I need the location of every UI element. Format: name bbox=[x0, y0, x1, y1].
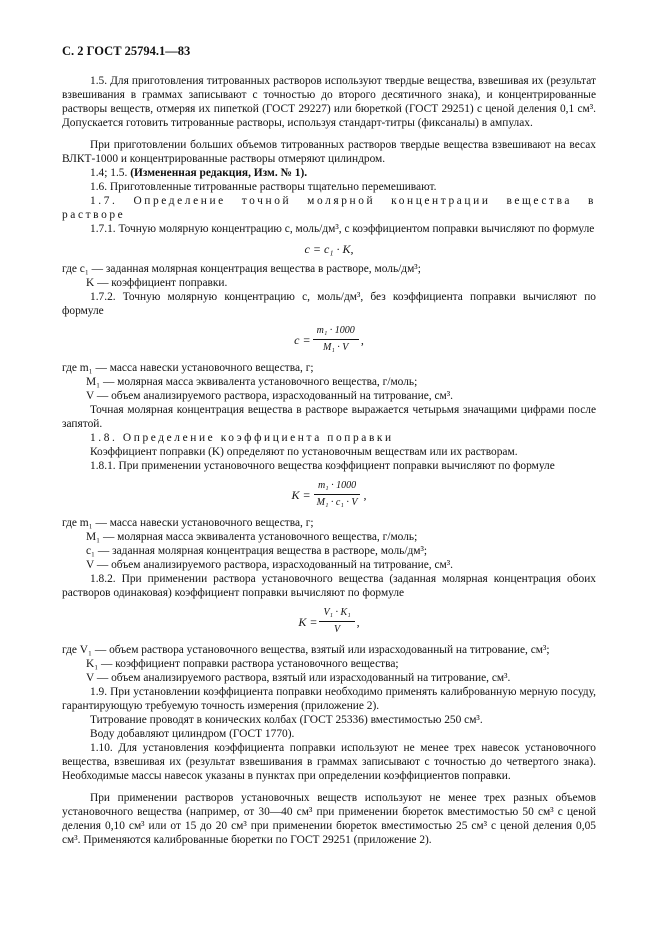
where-2-1: где m₁ — масса навески установочного вещества, г; bbox=[62, 362, 314, 374]
section-1-7-title: 1.7. Определение точной молярной концентрации вещества в растворе bbox=[62, 195, 596, 221]
paragraph-1-5: 1.5. Для приготовления титрованных растворов используют твердые вещества, взвешивая их (результат взвешивания в граммах записывают с точностью до второго десятичного знака), и концентрированные растворы веществ, отмеряя их пипеткой (ГОСТ 29227) или бюреткой (ГОСТ 29251) с ценой деления 0,1 см³. Допускается готовить титрованные растворы, используя стандарт-титры (фиксаналы) в ампулах. bbox=[62, 75, 596, 129]
amendment-refs: 1.4; 1.5. bbox=[90, 167, 128, 179]
formula-2-fraction bbox=[313, 324, 359, 355]
where-1-2: K — коэффициент поправки. bbox=[86, 277, 228, 289]
document-body bbox=[62, 74, 596, 847]
formula-2-numerator: m₁ · 1000 bbox=[313, 324, 359, 340]
paragraph-1-10: 1.10. Для установления коэффициента поправки используют не менее трех навесок установочного вещества, взвешивая их (результат взвешивания в граммах записывают с точностью до четвертого знака). Необходимые массы навесок указаны в пунктах при определении коэффициентов поправки. bbox=[62, 742, 596, 782]
paragraph-1-9: 1.9. При установлении коэффициента поправки необходимо применять калиброванную мерную посуду, гарантирующую требуемую точность измерения (приложение 2). bbox=[62, 686, 596, 712]
paragraph-amendment bbox=[62, 166, 596, 180]
formula-3-tail: , bbox=[363, 487, 367, 502]
formula-4-lhs: K = bbox=[298, 614, 318, 629]
where-2-3: V — объем анализируемого раствора, израсходованный на титрование, см³. bbox=[86, 390, 453, 402]
formula-4-denominator: V bbox=[334, 624, 341, 635]
formula-2 bbox=[62, 324, 596, 355]
formula-3-lhs: K = bbox=[291, 487, 311, 502]
where-2-2: M₁ — молярная масса эквивалента установочного вещества, г/моль; bbox=[86, 376, 418, 388]
paragraph-1-8: Коэффициент поправки (K) определяют по установочным веществам или их растворам. bbox=[90, 446, 518, 458]
formula-2-tail: , bbox=[360, 332, 364, 347]
formula-4-fraction bbox=[319, 606, 354, 637]
paragraph-1-7-2: 1.7.2. Точную молярную концентрацию c, моль/дм³, без коэффициента поправки вычисляют по формуле bbox=[62, 291, 596, 317]
formula-4-numerator: V₁ · K₁ bbox=[319, 606, 354, 622]
formula-4 bbox=[62, 606, 596, 637]
where-3-2: M₁ — молярная масса эквивалента установочного вещества, г/моль; bbox=[86, 531, 418, 543]
formula-2-denominator: M₁ · V bbox=[323, 342, 349, 353]
page-header: С. 2 ГОСТ 25794.1—83 bbox=[62, 44, 191, 58]
formula-3-numerator: m₁ · 1000 bbox=[314, 479, 360, 495]
where-3-3: c₁ — заданная молярная концентрация вещества в растворе, моль/дм³; bbox=[86, 545, 428, 557]
paragraph-1-8-2: 1.8.2. При применении раствора установочного вещества (заданная молярная концентрация обоих растворов одинаковая) коэффициент поправки вычисляют по формуле bbox=[62, 573, 596, 599]
paragraph-accuracy: Точная молярная концентрация вещества в растворе выражается четырьмя значащими цифрами после запятой. bbox=[62, 404, 596, 430]
paragraph-1-10-solutions: При применении растворов установочных веществ используют не менее трех разных объемов установочного вещества (например, от 30—40 см³ при применении бюреток вместимостью 50 см³ с ценой деления 0,10 см³ или от 15 до 20 см³ при применении бюреток вместимостью 25 см³ с ценой деления 0,05 см³. Применяются калиброванные бюретки по ГОСТ 29251 (приложение 2). bbox=[62, 792, 596, 846]
formula-2-lhs: c = bbox=[294, 332, 311, 347]
paragraph-1-6: 1.6. Приготовленные титрованные растворы тщательно перемешивают. bbox=[90, 181, 437, 193]
formula-3 bbox=[62, 479, 596, 510]
paragraph-1-5-large-volumes: При приготовлении больших объемов титрованных растворов твердые вещества взвешивают на весах ВЛКТ-1000 и концентрированные растворы отмеряют цилиндром. bbox=[62, 139, 596, 165]
formula-3-fraction bbox=[313, 479, 362, 510]
where-4-3: V — объем анализируемого раствора, взятый или израсходованный на титрование, см³. bbox=[86, 672, 511, 684]
formula-1-text: c = c₁ · K, bbox=[304, 242, 354, 256]
amendment-note: (Измененная редакция, Изм. № 1). bbox=[130, 167, 308, 179]
paragraph-1-8-1: 1.8.1. При применении установочного вещества коэффициент поправки вычисляют по формуле bbox=[90, 460, 555, 472]
where-3-4: V — объем анализируемого раствора, израсходованный на титрование, см³. bbox=[86, 559, 453, 571]
paragraph-1-7-1: 1.7.1. Точную молярную концентрацию c, моль/дм³, с коэффициентом поправки вычисляют по формуле bbox=[90, 223, 595, 235]
formula-3-denominator: M₁ · c₁ · V bbox=[316, 497, 358, 508]
where-1-1: где c₁ — заданная молярная концентрация вещества в растворе, моль/дм³; bbox=[62, 263, 421, 275]
section-1-8-title: 1.8. Определение коэффициента поправки bbox=[90, 432, 394, 444]
where-3-1: где m₁ — масса навески установочного вещества, г; bbox=[62, 517, 314, 529]
where-4-1: где V₁ — объем раствора установочного вещества, взятый или израсходованный на титрование, см³; bbox=[62, 644, 550, 656]
formula-4-tail: , bbox=[356, 614, 360, 629]
where-4-2: K₁ — коэффициент поправки раствора установочного вещества; bbox=[86, 658, 399, 670]
paragraph-1-9-titration: Титрование проводят в конических колбах (ГОСТ 25336) вместимостью 250 см³. bbox=[90, 714, 483, 726]
formula-1 bbox=[62, 242, 596, 256]
paragraph-1-9-water: Воду добавляют цилиндром (ГОСТ 1770). bbox=[90, 728, 295, 740]
